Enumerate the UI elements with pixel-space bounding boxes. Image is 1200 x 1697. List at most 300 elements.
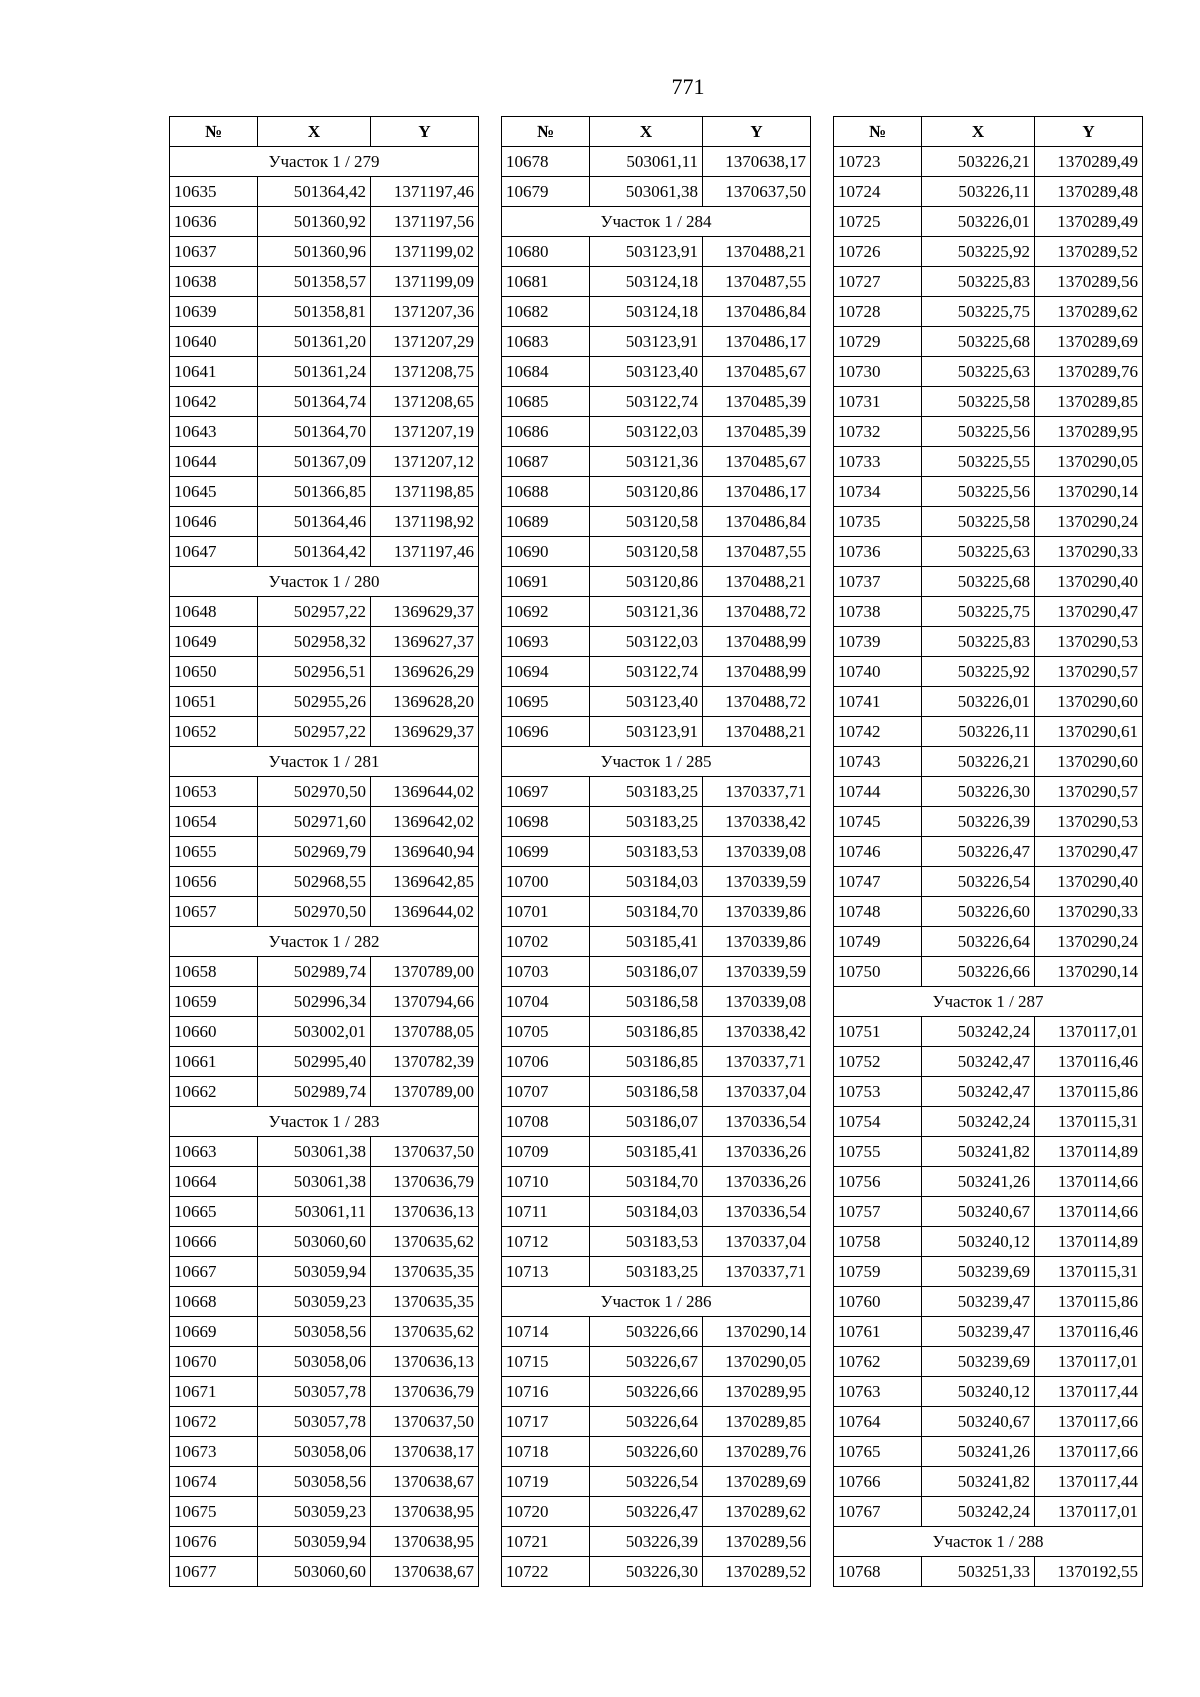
table-row (834, 927, 1143, 957)
x-coordinate: 503240,67 (922, 1197, 1035, 1227)
table-row (834, 867, 1143, 897)
x-coordinate: 501360,92 (258, 207, 371, 237)
table-row (834, 207, 1143, 237)
point-number: 10720 (502, 1497, 590, 1527)
y-coordinate: 1371198,85 (371, 477, 479, 507)
table-row (502, 237, 811, 267)
x-coordinate: 503059,23 (258, 1287, 371, 1317)
table-row (834, 1557, 1143, 1587)
y-coordinate: 1370289,95 (703, 1377, 811, 1407)
table-row (834, 297, 1143, 327)
table-row (502, 807, 811, 837)
y-coordinate: 1371207,19 (371, 417, 479, 447)
y-coordinate: 1370289,52 (703, 1557, 811, 1587)
x-coordinate: 503240,67 (922, 1407, 1035, 1437)
y-coordinate: 1370289,56 (703, 1527, 811, 1557)
point-number: 10679 (502, 177, 590, 207)
x-coordinate: 503060,60 (258, 1557, 371, 1587)
table-row (502, 627, 811, 657)
table-row (170, 807, 479, 837)
x-coordinate: 503120,58 (590, 507, 703, 537)
section-row (502, 207, 811, 237)
point-number: 10682 (502, 297, 590, 327)
table-row (834, 1107, 1143, 1137)
y-coordinate: 1369626,29 (371, 657, 479, 687)
table-row (834, 717, 1143, 747)
y-coordinate: 1370290,40 (1035, 867, 1143, 897)
x-coordinate: 503123,91 (590, 237, 703, 267)
table-row (502, 357, 811, 387)
point-number: 10639 (170, 297, 258, 327)
section-label: Участок 1 / 281 (170, 747, 479, 777)
header-num: № (834, 117, 922, 147)
x-coordinate: 502955,26 (258, 687, 371, 717)
y-coordinate: 1370638,67 (371, 1557, 479, 1587)
section-row (170, 747, 479, 777)
y-coordinate: 1370114,66 (1035, 1197, 1143, 1227)
table-row (502, 777, 811, 807)
table-row (170, 777, 479, 807)
y-coordinate: 1370638,95 (371, 1527, 479, 1557)
point-number: 10761 (834, 1317, 922, 1347)
table-row (170, 717, 479, 747)
y-coordinate: 1370338,42 (703, 1017, 811, 1047)
table-row (834, 537, 1143, 567)
y-coordinate: 1369629,37 (371, 717, 479, 747)
x-coordinate: 503225,56 (922, 417, 1035, 447)
table-row (502, 657, 811, 687)
x-coordinate: 501360,96 (258, 237, 371, 267)
table-row (502, 1107, 811, 1137)
x-coordinate: 502970,50 (258, 897, 371, 927)
table-row (170, 867, 479, 897)
x-coordinate: 503225,58 (922, 507, 1035, 537)
point-number: 10754 (834, 1107, 922, 1137)
table-row (170, 1167, 479, 1197)
x-coordinate: 503186,85 (590, 1047, 703, 1077)
point-number: 10723 (834, 147, 922, 177)
table-row (170, 1047, 479, 1077)
table-row (170, 477, 479, 507)
table-row (170, 297, 479, 327)
table-row (502, 1137, 811, 1167)
y-coordinate: 1370638,17 (703, 147, 811, 177)
x-coordinate: 501361,20 (258, 327, 371, 357)
point-number: 10757 (834, 1197, 922, 1227)
table-row (170, 837, 479, 867)
x-coordinate: 502956,51 (258, 657, 371, 687)
point-number: 10646 (170, 507, 258, 537)
section-row (170, 567, 479, 597)
table-row (502, 507, 811, 537)
table-row (502, 1467, 811, 1497)
table-row (834, 387, 1143, 417)
table-row (170, 957, 479, 987)
point-number: 10730 (834, 357, 922, 387)
table-row (502, 447, 811, 477)
x-coordinate: 501364,70 (258, 417, 371, 447)
y-coordinate: 1370636,79 (371, 1377, 479, 1407)
point-number: 10641 (170, 357, 258, 387)
y-coordinate: 1370289,76 (1035, 357, 1143, 387)
y-coordinate: 1370486,84 (703, 297, 811, 327)
y-coordinate: 1370337,71 (703, 1047, 811, 1077)
header-num: № (170, 117, 258, 147)
x-coordinate: 503123,40 (590, 357, 703, 387)
x-coordinate: 503183,53 (590, 837, 703, 867)
x-coordinate: 503226,54 (922, 867, 1035, 897)
table-row (170, 357, 479, 387)
table-row (834, 627, 1143, 657)
point-number: 10696 (502, 717, 590, 747)
table-row (834, 1227, 1143, 1257)
table-row (834, 267, 1143, 297)
y-coordinate: 1370635,62 (371, 1317, 479, 1347)
x-coordinate: 503240,12 (922, 1227, 1035, 1257)
y-coordinate: 1370635,35 (371, 1257, 479, 1287)
y-coordinate: 1370789,00 (371, 957, 479, 987)
table-row (834, 1347, 1143, 1377)
x-coordinate: 503184,70 (590, 1167, 703, 1197)
y-coordinate: 1370117,66 (1035, 1407, 1143, 1437)
point-number: 10668 (170, 1287, 258, 1317)
table-row (834, 1257, 1143, 1287)
y-coordinate: 1369629,37 (371, 597, 479, 627)
point-number: 10669 (170, 1317, 258, 1347)
point-number: 10637 (170, 237, 258, 267)
table-row (834, 1077, 1143, 1107)
x-coordinate: 503225,63 (922, 357, 1035, 387)
y-coordinate: 1370487,55 (703, 267, 811, 297)
table-row (834, 1197, 1143, 1227)
y-coordinate: 1370290,24 (1035, 927, 1143, 957)
y-coordinate: 1370290,53 (1035, 627, 1143, 657)
section-row (502, 747, 811, 777)
y-coordinate: 1370115,31 (1035, 1257, 1143, 1287)
table-row (170, 387, 479, 417)
point-number: 10712 (502, 1227, 590, 1257)
table-row (170, 417, 479, 447)
x-coordinate: 503226,66 (590, 1377, 703, 1407)
point-number: 10662 (170, 1077, 258, 1107)
y-coordinate: 1370290,47 (1035, 837, 1143, 867)
x-coordinate: 502968,55 (258, 867, 371, 897)
y-coordinate: 1370115,86 (1035, 1287, 1143, 1317)
table-row (834, 747, 1143, 777)
point-number: 10670 (170, 1347, 258, 1377)
point-number: 10714 (502, 1317, 590, 1347)
x-coordinate: 501364,74 (258, 387, 371, 417)
x-coordinate: 502989,74 (258, 1077, 371, 1107)
point-number: 10724 (834, 177, 922, 207)
y-coordinate: 1369642,02 (371, 807, 479, 837)
header-y: Y (703, 117, 811, 147)
x-coordinate: 503226,21 (922, 747, 1035, 777)
x-coordinate: 503183,53 (590, 1227, 703, 1257)
y-coordinate: 1370636,79 (371, 1167, 479, 1197)
table-row (170, 627, 479, 657)
y-coordinate: 1370486,84 (703, 507, 811, 537)
y-coordinate: 1370788,05 (371, 1017, 479, 1047)
y-coordinate: 1370637,50 (371, 1407, 479, 1437)
x-coordinate: 503120,58 (590, 537, 703, 567)
section-row (502, 1287, 811, 1317)
y-coordinate: 1369644,02 (371, 777, 479, 807)
x-coordinate: 503123,91 (590, 327, 703, 357)
x-coordinate: 503242,47 (922, 1077, 1035, 1107)
table-row (170, 237, 479, 267)
y-coordinate: 1371208,65 (371, 387, 479, 417)
table-row (170, 177, 479, 207)
point-number: 10731 (834, 387, 922, 417)
point-number: 10746 (834, 837, 922, 867)
y-coordinate: 1370339,86 (703, 897, 811, 927)
x-coordinate: 502958,32 (258, 627, 371, 657)
table-row (170, 537, 479, 567)
x-coordinate: 502989,74 (258, 957, 371, 987)
y-coordinate: 1370117,66 (1035, 1437, 1143, 1467)
x-coordinate: 503059,94 (258, 1527, 371, 1557)
y-coordinate: 1370488,99 (703, 657, 811, 687)
y-coordinate: 1370339,59 (703, 957, 811, 987)
point-number: 10645 (170, 477, 258, 507)
section-row (170, 1107, 479, 1137)
table-row (170, 1317, 479, 1347)
table-row (502, 1347, 811, 1377)
point-number: 10729 (834, 327, 922, 357)
table-row (170, 327, 479, 357)
x-coordinate: 503239,47 (922, 1317, 1035, 1347)
table-row (834, 1137, 1143, 1167)
header-num: № (502, 117, 590, 147)
table-row (834, 897, 1143, 927)
point-number: 10738 (834, 597, 922, 627)
table-row (170, 1377, 479, 1407)
y-coordinate: 1370485,39 (703, 417, 811, 447)
point-number: 10768 (834, 1557, 922, 1587)
x-coordinate: 503226,67 (590, 1347, 703, 1377)
y-coordinate: 1370336,26 (703, 1137, 811, 1167)
y-coordinate: 1370116,46 (1035, 1047, 1143, 1077)
point-number: 10702 (502, 927, 590, 957)
x-coordinate: 503226,66 (922, 957, 1035, 987)
y-coordinate: 1370638,67 (371, 1467, 479, 1497)
point-number: 10711 (502, 1197, 590, 1227)
point-number: 10764 (834, 1407, 922, 1437)
x-coordinate: 503241,26 (922, 1167, 1035, 1197)
point-number: 10687 (502, 447, 590, 477)
x-coordinate: 503226,60 (922, 897, 1035, 927)
x-coordinate: 503241,26 (922, 1437, 1035, 1467)
table-row (502, 1527, 811, 1557)
x-coordinate: 503002,01 (258, 1017, 371, 1047)
table-row (502, 1377, 811, 1407)
point-number: 10657 (170, 897, 258, 927)
point-number: 10661 (170, 1047, 258, 1077)
point-number: 10710 (502, 1167, 590, 1197)
point-number: 10676 (170, 1527, 258, 1557)
point-number: 10745 (834, 807, 922, 837)
section-row (170, 147, 479, 177)
table-header-row (502, 117, 811, 147)
y-coordinate: 1370290,57 (1035, 777, 1143, 807)
table-row (502, 867, 811, 897)
table-row (170, 1497, 479, 1527)
section-label: Участок 1 / 283 (170, 1107, 479, 1137)
x-coordinate: 503226,60 (590, 1437, 703, 1467)
coordinates-table-1 (169, 116, 479, 1587)
point-number: 10663 (170, 1137, 258, 1167)
point-number: 10753 (834, 1077, 922, 1107)
point-number: 10690 (502, 537, 590, 567)
table-row (502, 1077, 811, 1107)
point-number: 10650 (170, 657, 258, 687)
x-coordinate: 503226,30 (590, 1557, 703, 1587)
point-number: 10695 (502, 687, 590, 717)
x-coordinate: 501366,85 (258, 477, 371, 507)
table-row (502, 1197, 811, 1227)
y-coordinate: 1370485,67 (703, 447, 811, 477)
y-coordinate: 1370485,67 (703, 357, 811, 387)
x-coordinate: 501364,42 (258, 537, 371, 567)
y-coordinate: 1370290,33 (1035, 537, 1143, 567)
table-row (834, 1407, 1143, 1437)
point-number: 10675 (170, 1497, 258, 1527)
y-coordinate: 1370485,39 (703, 387, 811, 417)
x-coordinate: 503225,75 (922, 297, 1035, 327)
x-coordinate: 501361,24 (258, 357, 371, 387)
header-x: X (922, 117, 1035, 147)
y-coordinate: 1370117,44 (1035, 1467, 1143, 1497)
point-number: 10686 (502, 417, 590, 447)
y-coordinate: 1370289,85 (703, 1407, 811, 1437)
y-coordinate: 1370637,50 (703, 177, 811, 207)
point-number: 10683 (502, 327, 590, 357)
x-coordinate: 503226,11 (922, 717, 1035, 747)
point-number: 10739 (834, 627, 922, 657)
x-coordinate: 503225,58 (922, 387, 1035, 417)
point-number: 10689 (502, 507, 590, 537)
point-number: 10760 (834, 1287, 922, 1317)
point-number: 10658 (170, 957, 258, 987)
point-number: 10741 (834, 687, 922, 717)
table-row (502, 1497, 811, 1527)
point-number: 10655 (170, 837, 258, 867)
table-row (502, 957, 811, 987)
y-coordinate: 1370117,01 (1035, 1347, 1143, 1377)
x-coordinate: 503121,36 (590, 597, 703, 627)
point-number: 10653 (170, 777, 258, 807)
x-coordinate: 503239,69 (922, 1257, 1035, 1287)
x-coordinate: 503060,60 (258, 1227, 371, 1257)
x-coordinate: 503226,11 (922, 177, 1035, 207)
y-coordinate: 1370336,26 (703, 1167, 811, 1197)
point-number: 10713 (502, 1257, 590, 1287)
point-number: 10699 (502, 837, 590, 867)
y-coordinate: 1370338,42 (703, 807, 811, 837)
x-coordinate: 503226,66 (590, 1317, 703, 1347)
point-number: 10651 (170, 687, 258, 717)
x-coordinate: 503185,41 (590, 927, 703, 957)
y-coordinate: 1370289,56 (1035, 267, 1143, 297)
x-coordinate: 503226,21 (922, 147, 1035, 177)
y-coordinate: 1370487,55 (703, 537, 811, 567)
section-label: Участок 1 / 282 (170, 927, 479, 957)
y-coordinate: 1370115,86 (1035, 1077, 1143, 1107)
y-coordinate: 1370337,04 (703, 1077, 811, 1107)
y-coordinate: 1370636,13 (371, 1347, 479, 1377)
x-coordinate: 503122,03 (590, 417, 703, 447)
table-row (834, 837, 1143, 867)
x-coordinate: 503242,24 (922, 1107, 1035, 1137)
x-coordinate: 501358,81 (258, 297, 371, 327)
y-coordinate: 1370789,00 (371, 1077, 479, 1107)
y-coordinate: 1370115,31 (1035, 1107, 1143, 1137)
x-coordinate: 503226,39 (922, 807, 1035, 837)
table-row (170, 267, 479, 297)
x-coordinate: 503122,03 (590, 627, 703, 657)
y-coordinate: 1370290,14 (1035, 477, 1143, 507)
x-coordinate: 503121,36 (590, 447, 703, 477)
y-coordinate: 1370488,21 (703, 237, 811, 267)
y-coordinate: 1370114,89 (1035, 1137, 1143, 1167)
point-number: 10703 (502, 957, 590, 987)
table-row (834, 1317, 1143, 1347)
x-coordinate: 503057,78 (258, 1377, 371, 1407)
point-number: 10647 (170, 537, 258, 567)
y-coordinate: 1369640,94 (371, 837, 479, 867)
table-row (502, 177, 811, 207)
table-row (170, 447, 479, 477)
y-coordinate: 1370117,01 (1035, 1497, 1143, 1527)
table-row (170, 897, 479, 927)
y-coordinate: 1370290,40 (1035, 567, 1143, 597)
x-coordinate: 503242,24 (922, 1017, 1035, 1047)
x-coordinate: 503058,06 (258, 1347, 371, 1377)
y-coordinate: 1370782,39 (371, 1047, 479, 1077)
y-coordinate: 1370290,14 (703, 1317, 811, 1347)
point-number: 10763 (834, 1377, 922, 1407)
table-row (170, 1467, 479, 1497)
point-number: 10736 (834, 537, 922, 567)
table-body (502, 147, 811, 1587)
table-row (834, 507, 1143, 537)
x-coordinate: 502957,22 (258, 597, 371, 627)
table-row (502, 1317, 811, 1347)
table-row (170, 987, 479, 1017)
table-row (170, 597, 479, 627)
section-label: Участок 1 / 280 (170, 567, 479, 597)
y-coordinate: 1371207,36 (371, 297, 479, 327)
point-number: 10719 (502, 1467, 590, 1497)
table-row (170, 1287, 479, 1317)
point-number: 10717 (502, 1407, 590, 1437)
table-row (170, 657, 479, 687)
x-coordinate: 503225,68 (922, 327, 1035, 357)
y-coordinate: 1370289,49 (1035, 147, 1143, 177)
table-row (834, 357, 1143, 387)
table-row (834, 597, 1143, 627)
y-coordinate: 1371208,75 (371, 357, 479, 387)
point-number: 10652 (170, 717, 258, 747)
point-number: 10665 (170, 1197, 258, 1227)
x-coordinate: 502970,50 (258, 777, 371, 807)
y-coordinate: 1370289,49 (1035, 207, 1143, 237)
y-coordinate: 1370637,50 (371, 1137, 479, 1167)
x-coordinate: 502996,34 (258, 987, 371, 1017)
y-coordinate: 1370488,21 (703, 717, 811, 747)
table-row (502, 537, 811, 567)
